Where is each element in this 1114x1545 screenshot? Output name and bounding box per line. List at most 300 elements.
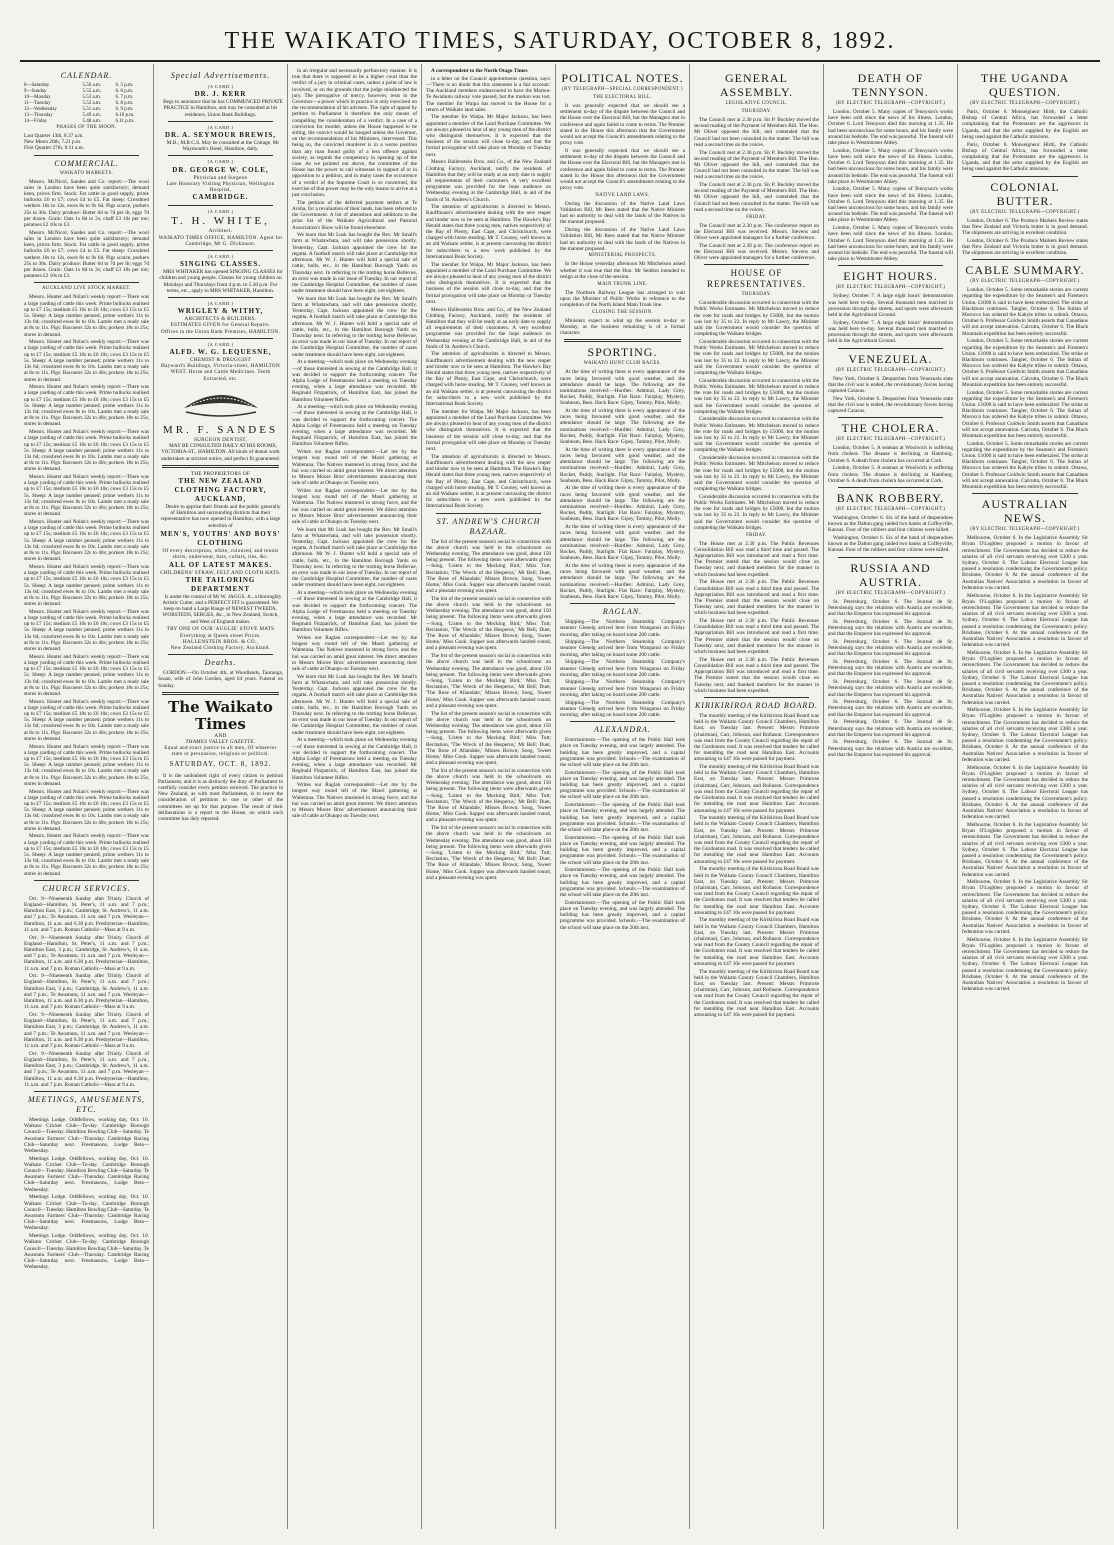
advert-text: TRY ONE OF OUR 'AUGLIE' STOVE MATS [166,626,275,633]
moon-phase-item: First Quarter 27th, 9.11 a.m. [24,145,85,152]
cable-summary-text: London, October 5. Some remarkable stories are current regarding the expenditure by the Seamen's and Firemen's Union. £1000 is said to have been embezzled. The strike at Blackburn continues. Tangier, October 6. The Sultan of Morocco has ordered the Kabyle tribes to submit. Ottawa, October 6. Professor Goldwin Smith asserts that Canadians will not accept annexation. Calcutta, October 6. The Black Mountain expedition has been entirely successful. [962,287,1088,337]
local-notes: We learn that Mr Lusk has bought the Rev. Mr Small's farm at Whatawhata, and will take possession shortly. Yesterday, Capt. Jackson appointed the crew for the regatta. A football match will take place at Cambridge this afternoon. Mr W. J. Hunter will hold a special sale of cattle, bulls, etc., in the Hamilton Borough Yards on Thursday next. In referring to the trotting horse Bellevue, an error was made in our issue of Tuesday. In our report of the Cambridge Hospital Committee, the number of cases under treatment should have been eight, not eighteen. [292,526,417,589]
masthead-title: THE WAIKATO TIMES, SATURDAY, OCTOBER 8, 1892. [224,28,896,54]
divider [838,417,943,418]
tennyson-text: London, October 5. Many copies of Tennyson's works have been sold since the news of his illness. London, October 6. Lord Tennyson died this morning at 1.35. He had been unconscious for some hours, and his family were around his bedside. The end was peaceful. The funeral will take place in Westminster Abbey. [828,225,953,263]
colonial-butter-heading: COLONIAL BUTTER. [990,179,1060,208]
telegraph-source: (BY ELECTRIC TELEGRAPH—COPYRIGHT.) [970,527,1080,533]
raglan-text: Shipping.—The Northern Steamship Company's steamer Glenelg arrived here from Wanganui on Friday morning, after taking on board some 200 cattle. [560,659,685,678]
moon-phase-item: Last Quarter 13th, 8.37 a.m. [24,133,84,139]
stock-text: Messrs. Hunter and Nolan's weekly report:—There was a large yarding of cattle this week. Prime bullocks realised up to £7 15s; medium £5 10s to £6 10s; cows £3 15s to £5 5s. Sheep: A large number penned; prime wethers 11s to 13s 6d; crossbred ewes 8s to 10s. Lambs met a ready sale at 8s to 11s. Pigs: Baconers 32s to 40s; porkers 18s to 25s; stores in demand. [24,563,149,608]
russia-austria-text: St. Petersburg, October 6. The Journal de St. Petersbourg says the relations with Austria are excellent, and that the Emperor has expressed his approval. [828,598,953,618]
divider [168,205,273,206]
calendar-cell: 6. 6 p.m. [115,89,134,94]
commercial-text: Messrs. McNicol, Sandes and Co. report:—The wool sales in London have been quite satisfactory; demand keen, prices firm. Stock: Fat cattle in good supply, prime bullocks £6 to £7; cows £4 to £5. Fat sheep: Crossbred wethers 10s to 12s, ewes 8s to 9s 6d. Pigs scarce, porkers 25s to 30s. Dairy produce: Butter 6d to 7d per lb; eggs 7d per dozen. Grain: Oats 1s 8d to 2s; chaff £3 10s per ton; potatoes £2 10s to £3. [24,178,149,229]
house-friday-text: The House met at 2.30 p.m. The Public Revenues Consolidation Bill was read a third time and passed. The Appropriation Bill was introduced and read a first time. The Premier stated that the session would close on Tuesday next, and thanked members for the manner in which business had been expedited. [694,618,819,656]
sporting-heading: SPORTING. [587,345,658,360]
advert-subtitle: SURGEON DENTIST, [193,436,248,443]
calendar-cell: 5.55 a.m. [82,89,102,94]
road-board-text: The monthly meeting of the Kirikiriroa Road Board was held in the Waikato County Council Chambers, Hamilton East, on Tuesday last. Present: Messrs Primrose (chairman), Carr, Johnson, and Rollason. Correspondence was read from the County Council regarding the repair of the Gordonton road. It was resolved that tenders be called for metalling the road near Hamilton East. Accounts amounting to £47 10s were passed for payment. [694,815,819,865]
advert-text: WAIKATO TIMES OFFICE, HAMILTON. Agent for Cambridge, Mr G. Dickinson. [158,234,283,247]
cable-summary-text: London, October 5. Some remarkable stories are current regarding the expenditure by the Seamen's and Firemen's Union. £1000 is said to have been embezzled. The strike at Blackburn continues. Tangier, October 6. The Sultan of Morocco has ordered the Kabyle tribes to submit. Ottawa, October 6. Professor Goldwin Smith asserts that Canadians will not accept annexation. Calcutta, October 6. The Black Mountain expedition has been entirely successful. [962,440,1088,491]
local-notes: At a meeting—which took place on Wednesday evening—of those interested in sewing at the Cambridge Hall, it was decided to support the forthcoming concert. The Alpha Lodge of Freemasons held a meeting on Tuesday evening, when a large attendance was recorded. Mr Reginald Fitzpatrick, of Hamilton East, has joined the Hamilton Volunteer Rifles. [292,590,417,634]
hunt-text: At the time of writing there is every appearance of the races being favoured with good weather, and the attendance should be large. The following are the nominations received:—Hurdles: Admiral, Lady Grey, Rocket, Paddy, Starlight. Flat Race: Fairplay, Mystery, Sunbeam, Bess. Hack Race: Gipsy, Tommy, Pilot, Molly. [560,446,685,484]
colonial-butter-text: London, October 6. The Produce Markets Review states that New Zealand and Victoria butter is in good demand. The shipments are arriving in excellent condition. [962,237,1088,257]
bank-robbery-heading: BANK ROBBERY. [836,490,945,505]
local-notes: The member for Waipa, Mr Major Jackson, has been appointed a member of the Land Purchase Committee. We are always pleased to hear of any young men of the district who distinguish themselves. It is expected that the business of the session will close to-day, and that the formal prorogation will take place on Monday or Tuesday next. [426,261,551,305]
advert-name: ALFD. W. G. LEQUESNE, [169,348,272,357]
venezuela-text: New York, October 6. Despatches from Venezuela state that the civil war is ended, the revolutionary forces having captured Caracas. [828,375,953,394]
logo-title: The Waikato Times [168,697,273,733]
stock-text: Messrs. Hunter and Nolan's weekly report:—There was a large yarding of cattle this week. Prime bullocks realised up to £7 15s; medium £5 10s to £6 10s; cows £3 15s to £5 5s. Sheep: A large number penned; prime wethers 11s to 13s 6d; crossbred ewes 8s to 10s. Lambs met a ready sale at 8s to 11s. Pigs: Baconers 32s to 40s; porkers 18s to 25s; stores in demand. [24,608,149,653]
road-board-text: The monthly meeting of the Kirikiriroa Road Board was held in the Waikato County Council Chambers, Hamilton East, on Tuesday last. Present: Messrs Primrose (chairman), Carr, Johnson, and Rollason. Correspondence was read from the County Council regarding the repair of the Gordonton road. It was resolved that tenders be called for metalling the road near Hamilton East. Accounts amounting to £47 10s were passed for payment. [694,764,819,814]
closing-subheading: CLOSING THE SESSION. [591,309,654,315]
local-notes: The attention of agriculturists is directed to Messrs. Kauffmann's advertisement dealing with the new reaper and binder now to be seen at Hamilton. The Hawke's Bay Herald states that three young men, natives respectively of the Bay of Plenty, East Cape, and Christchurch, were charged with horse stealing. Mr T. Cooney, well known as an old Waikato settler, is at present canvassing the district for subscribers to a new work published by the International Book Society. [426,453,551,510]
telegraph-source: (BY ELECTRIC TELEGRAPH—COPYRIGHT.) [970,279,1080,285]
cholera-text: London, October 5. A seaman at Woolwich is suffering from cholera. The disease is declining at Hamburg. October 6. A death from cholera has occurred at Cork. [828,445,953,464]
australian-news-heading: AUSTRALIAN NEWS. [981,497,1069,526]
church-services-text: Oct. 9—Nineteenth Sunday after Trinity. Church of England—Hamilton, St. Peter's, 11 a.m. and 7 p.m.; Hamilton East, 3 p.m.; Cambridge, St. Andrew's, 11 a.m. and 7 p.m.; Te Awamutu, 11 a.m. and 7 p.m. Wesleyan—Hamilton, 11 a.m. and 6.30 p.m. Presbyterian—Hamilton, 11 a.m. and 7 p.m. Roman Catholic—Mass at 9 a.m. [24,934,149,972]
raglan-heading: RAGLAN. [602,607,643,617]
moon-phases-heading: PHASES OF THE MOON. [56,125,117,130]
advert-text: Hayward's Buildings, Victoria-street, HAMILTON WEST. Horse and Cattle Medicines. Teeth Extracted, etc. [160,363,281,382]
divider [34,282,139,283]
tennyson-heading: DEATH OF TENNYSON. [852,71,929,99]
house-friday-text: The House met at 2.30 p.m. The Public Revenues Consolidation Bill was read a third time and passed. The Appropriation Bill was introduced and read a first time. The Premier stated that the session would close on Tuesday next, and thanked members for the manner in which business had been expedited. [694,579,819,617]
trunk-text: The Northern Railway League has arranged to wait upon the Minister of Public Works in reference to the completion of the North Island Main Trunk line. [560,289,685,308]
calendar-cell: 14—Friday [24,119,48,124]
column-1 [20,64,154,1529]
divider [168,121,273,122]
card-label: [A CARD.] [207,124,234,130]
alexandra-text: Entertainment.—The opening of the Public Hall took place on Tuesday evening, and was largely attended. The building has been greatly improved, and a capital programme was provided. Schools.—The examination of the school will take place on the 20th inst. [560,834,685,866]
commercial-subheading: WAIKATO MARKETS. [59,170,114,176]
house-heading: HOUSE OF REPRESENTATIVES. [706,268,807,290]
calendar-cell: 6. 5 p.m. [115,83,134,88]
church-services-text: Oct. 9—Nineteenth Sunday after Trinity. Church of England—Hamilton, St. Peter's, 11 a.m. and 7 p.m.; Hamilton East, 3 p.m.; Cambridge, St. Andrew's, 11 a.m. and 7 p.m.; Te Awamutu, 11 a.m. and 7 p.m. Wesleyan—Hamilton, 11 a.m. and 6.30 p.m. Presbyterian—Hamilton, 11 a.m. and 7 p.m. Roman Catholic—Mass at 9 a.m. [24,1050,149,1088]
cholera-text: London, October 5. A seaman at Woolwich is suffering from cholera. The disease is declining at Hamburg. October 6. A death from cholera has occurred at Cork. [828,465,953,484]
native-text: During the discussion of the Native Land Laws Validation Bill, Mr Rees stated that the Native Minister had no authority to deal with the lands of the Natives in the manner proposed. [560,200,685,226]
calendar-cell: 6.10 p.m. [115,113,135,118]
advert-text: MAY BE CONSULTED DAILY AT HIS ROOMS, VICTORIA-ST., HAMILTON. All kinds of dental work undertaken at strictest notice, and perfect fit guaranteed. [161,443,280,462]
advert-text: Desire to apprise their friends and the public generally of Hamilton and surrounding districts that their representative has now opened in Hamilton, with a large selection of [160,503,281,529]
divider [168,654,273,655]
logo-and: AND [214,732,227,739]
advert-goods: MEN'S, YOUTHS' AND BOYS' CLOTHING [160,530,281,548]
church-services-text: Oct. 9—Nineteenth Sunday after Trinity. Church of England—Hamilton, St. Peter's, 11 a.m. and 7 p.m.; Hamilton East, 3 p.m.; Cambridge, St. Andrew's, 11 a.m. and 7 p.m.; Te Awamutu, 11 a.m. and 7 p.m. Wesleyan—Hamilton, 11 a.m. and 6.30 p.m. Presbyterian—Hamilton, 11 a.m. and 7 p.m. Roman Catholic—Mass at 9 a.m. [24,895,149,933]
hunt-text: At the time of writing there is every appearance of the races being favoured with good weather, and the attendance should be large. The following are the nominations received:—Hurdles: Admiral, Lady Grey, Rocket, Paddy, Starlight. Flat Race: Fairplay, Mystery, Sunbeam, Bess. Hack Race: Gipsy, Tommy, Pilot, Molly. [560,524,685,562]
calendar-cell: 9—Sunday [24,89,47,94]
local-notes: The attention of agriculturists is directed to Messrs. Kauffmann's advertisement dealing with the new reaper and binder now to be seen at Hamilton. The Hawke's Bay Herald states that three young men, natives respectively of the Bay of Plenty, East Cape, and Christchurch, were charged with horse stealing. Mr T. Cooney, well known as an old Waikato settler, is at present canvassing the district for subscribers to a new work published by the International Book Society. [426,204,551,260]
card-label: [A CARD.] [207,254,234,260]
leader-continuation: The petition of the deferred payment settlers at Te Aroha, for a revaluation of their lands, has been referred to the Government. A list of alterations and additions to the prize list of the Waikato Agricultural and Pastoral Association's Show will be found elsewhere. [292,199,417,231]
cholera-heading: THE CHOLERA. [841,421,940,436]
advert-place: CAMBRIDGE. [192,193,249,202]
column-8 [958,64,1092,1529]
stock-text: Messrs. Hunter and Nolan's weekly report:—There was a large yarding of cattle this week. Prime bullocks realised up to £7 15s; medium £5 10s to £6 10s; cows £3 15s to £5 5s. Sheep: A large number penned; prime wethers 11s to 13s 6d; crossbred ewes 8s to 10s. Lambs met a ready sale at 8s to 11s. Pigs: Baconers 32s to 40s; porkers 18s to 25s; stores in demand. [24,518,149,563]
telegraph-source: (BY ELECTRIC TELEGRAPH—COPYRIGHT.) [835,101,946,106]
church-services-text: Oct. 9—Nineteenth Sunday after Trinity. Church of England—Hamilton, St. Peter's, 11 a.m. and 7 p.m.; Hamilton East, 3 p.m.; Cambridge, St. Andrew's, 11 a.m. and 7 p.m.; Te Awamutu, 11 a.m. and 7 p.m. Wesleyan—Hamilton, 11 a.m. and 6.30 p.m. Presbyterian—Hamilton, 11 a.m. and 7 p.m. Roman Catholic—Mass at 9 a.m. [24,973,149,1011]
meetings-text: Meetings Lodge. Oddfellows, working day, Oct. 10. Waikato Cricket Club—To-day. Cambridge Borough Council—Tuesday. Hamilton Bowling Club—Saturday. Te Awamutu Farmers' Club—Thursday. Cambridge Racing Club—Saturday next. Freemasons, Lodge Beta—Wednesday. [24,1194,149,1232]
australian-news-text: Melbourne, October 6. In the Legislative Assembly Sir Bryan O'Loghlen proposed a motion in favour of retrenchment. The Government has decided to reduce the salaries of all civil servants receiving over £300 a year. Sydney, October 6. The Labour Electoral League has passed a resolution condemning the Government's policy. Brisbane, October 6. At the annual conference of the Australian Natives' Association a resolution in favour of federation was carried. [962,649,1088,706]
church-bazaar-text: The list of the present season's social in connection with the above church was held in the schoolroom on Wednesday evening. The attendance was good, about 150 being present. The following items were afterwards given—Song, 'Listen to the Mocking Bird,' Miss Tutt; Recitation, 'The Wreck of the Hesperus,' Mr Bell; Duet, 'The Rose of Allandale,' Misses Brown; Song, 'Sweet Home,' Miss Cook. Supper was afterwards handed round, and a pleasant evening was spent. [426,595,551,652]
stock-text: Messrs. Hunter and Nolan's weekly report:—There was a large yarding of cattle this week. Prime bullocks realised up to £7 15s; medium £5 10s to £6 10s; cows £3 15s to £5 5s. Sheep: A large number penned; prime wethers 11s to 13s 6d; crossbred ewes 8s to 10s. Lambs met a ready sale at 8s to 11s. Pigs: Baconers 32s to 40s; porkers 18s to 25s; stores in demand. [24,653,149,697]
divider [838,557,943,558]
electoral-subheading: THE ELECTORAL BILL. [593,95,652,100]
raglan-text: Shipping.—The Northern Steamship Company's steamer Glenelg arrived here from Wanganui on Friday morning, after taking on board some 200 cattle. [560,619,685,638]
australian-news-text: Melbourne, October 6. In the Legislative Assembly Sir Bryan O'Loghlen proposed a motion in favour of retrenchment. The Government has decided to reduce the salaries of all civil servants receiving over £300 a year. Sydney, October 6. The Labour Electoral League has passed a resolution condemning the Government's policy. Brisbane, October 6. At the annual conference of the Australian Natives' Association a resolution in favour of federation was carried. [962,764,1088,821]
advert-cole [158,159,283,202]
logo-subtitle: THAMES VALLEY GAZETTE. [185,738,256,745]
friday-subheading: FRIDAY. [746,214,767,220]
local-notes: The member for Waipa, Mr Major Jackson, has been appointed a member of the Land Purchase Committee. We are always pleased to hear of any young men of the district who distinguish themselves. It is expected that the business of the session will close to-day, and that the formal prorogation will take place on Monday or Tuesday next. [426,114,551,158]
advert-subtitle: ARCHITECTS & BUILDERS. [184,316,257,323]
russia-austria-text: St. Petersburg, October 6. The Journal de St. Petersbourg says the relations with Austria are excellent, and that the Emperor has expressed his approval. [828,618,953,638]
local-notes: At a meeting—which took place on Wednesday evening—of those interested in sewing at the Cambridge Hall, it was decided to support the forthcoming concert. The Alpha Lodge of Freemasons held a meeting on Tuesday evening, when a large attendance was recorded. Mr Reginald Fitzpatrick, of Hamilton East, has joined the Hamilton Volunteer Rifles. [292,404,417,448]
commercial-text: Messrs. McNicol, Sandes and Co. report:—The wool sales in London have been quite satisfactory; demand keen, prices firm. Stock: Fat cattle in good supply, prime bullocks £6 to £7; cows £4 to £5. Fat sheep: Crossbred wethers 10s to 12s, ewes 8s to 9s 6d. Pigs scarce, porkers 25s to 30s. Dairy produce: Butter 6d to 7d per lb; eggs 7d per dozen. Grain: Oats 1s 8d to 2s; chaff £3 10s per ton; potatoes £2 10s to £3. [24,229,149,280]
russia-austria-text: St. Petersburg, October 6. The Journal de St. Petersbourg says the relations with Austria are excellent, and that the Emperor has expressed his approval. [828,699,953,718]
advert-name: DR. GEORGE W. COLE, [172,165,269,174]
house-text: Considerable discussion occurred in connection with the Public Works Estimates. Mr Mitchelson moved to reduce the vote for roads and bridges by £5000, but the motion was lost by 35 to 22. In reply to Mr Lawry, the Minister said the Government would consider the question of completing the Waikato bridges. [694,300,819,338]
road-board-text: The monthly meeting of the Kirikiriroa Road Board was held in the Waikato County Council Chambers, Hamilton East, on Tuesday last. Present: Messrs Primrose (chairman), Carr, Johnson, and Rollason. Correspondence was read from the County Council regarding the repair of the Gordonton road. It was resolved that tenders be called for metalling the road near Hamilton East. Accounts amounting to £47 10s were passed for payment. [694,712,819,763]
house-text: Considerable discussion occurred in connection with the Public Works Estimates. Mr Mitchelson moved to reduce the vote for roads and bridges by £5000, but the motion was lost by 35 to 22. In reply to Mr Lawry, the Minister said the Government would consider the question of completing the Waikato bridges. [694,338,819,376]
hunt-text: At the time of writing there is every appearance of the races being favoured with good weather, and the attendance should be large. The following are the nominations received:—Hurdles: Admiral, Lady Grey, Rocket, Paddy, Starlight. Flat Race: Fairplay, Mystery, Sunbeam, Bess. Hack Race: Gipsy, Tommy, Pilot, Molly. [560,485,685,523]
divider [436,513,541,514]
calendar-cell: 5.49 a.m. [82,113,102,118]
advert-brewis [158,125,283,153]
advert-singing [158,254,283,294]
leader-text: It is the undoubted right of every citizen to petition Parliament, and it is as distinctly the duty of Parliament to carefully consider every petition received. The practice in New Zealand, as with most Parliaments, is to leave the consideration of petitions to one or other of the committees set up for that purpose. The result of their deliberations is a report to the House, on which each committee has duly reported. [158,772,283,822]
road-board-text: The monthly meeting of the Kirikiriroa Road Board was held in the Waikato County Council Chambers, Hamilton East, on Tuesday last. Present: Messrs Primrose (chairman), Carr, Johnson, and Rollason. Correspondence was read from the County Council regarding the repair of the Gordonton road. It was resolved that tenders be called for metalling the road near Hamilton East. Accounts amounting to £47 10s were passed for payment. [694,968,819,1018]
telegraph-source: (BY ELECTRIC TELEGRAPH—COPYRIGHT.) [835,285,946,291]
local-notes: At a meeting—which took place on Wednesday evening—of those interested in sewing at the Cambridge Hall, it was decided to support the forthcoming concert. The Alpha Lodge of Freemasons held a meeting on Tuesday evening, when a large attendance was recorded. Mr Reginald Fitzpatrick, of Hamilton East, has joined the Hamilton Volunteer Rifles. [292,359,417,403]
advert-latest: ALL OF LATEST MAKES. [168,560,273,569]
native-text: During the discussion of the Native Land Laws Validation Bill, Mr Rees stated that the Native Minister had no authority to deal with the lands of the Natives in the manner proposed. [560,227,685,252]
hunt-text: At the time of writing there is every appearance of the races being favoured with good weather, and the attendance should be large. The following are the nominations received:—Hurdles: Admiral, Lady Grey, Rocket, Paddy, Starlight. Flat Race: Fairplay, Mystery, Sunbeam, Bess. Hack Race: Gipsy, Tommy, Pilot, Molly. [560,369,685,407]
advert-subtitle: Architect. [208,228,233,235]
australian-news-text: Melbourne, October 6. In the Legislative Assembly Sir Bryan O'Loghlen proposed a motion in favour of retrenchment. The Government has decided to reduce the salaries of all civil servants receiving over £300 a year. Sydney, October 6. The Labour Electoral League has passed a resolution condemning the Government's policy. Brisbane, October 6. At the annual conference of the Australian Natives' Association a resolution in favour of federation was carried. [962,879,1088,935]
calendar-cell: 5.56 a.m. [82,83,102,88]
column-2 [154,64,288,1529]
russia-austria-text: St. Petersburg, October 6. The Journal de St. Petersbourg says the relations with Austria are excellent, and that the Emperor has expressed his approval. [828,658,953,678]
alexandra-text: Entertainment.—The opening of the Public Hall took place on Tuesday evening, and was largely attended. The building has been greatly improved, and a capital programme was provided. Schools.—The examination of the school will take place on the 20th inst. [560,899,685,931]
card-label: [A CARD.] [207,159,234,165]
leader-dateline: SATURDAY, OCT. 8, 1892. [169,759,272,768]
trunk-subheading: MAIN TRUNK LINE. [597,281,648,287]
calendar-cell: 5.51 a.m. [82,107,102,112]
advert-name: THE NEW ZEALAND CLOTHING FACTORY, AUCKLAND, [174,476,267,503]
divider [570,721,675,722]
hunt-text: At the time of writing there is every appearance of the races being favoured with good weather, and the attendance should be large. The following are the nominations received:—Hurdles: Admiral, Lady Grey, Rocket, Paddy, Starlight. Flat Race: Fairplay, Mystery, Sunbeam, Bess. Hack Race: Gipsy, Tommy, Pilot, Molly. [560,562,685,600]
correspondent-heading: A correspondent to the North Otago Times [431,68,528,74]
columns-container [20,64,1100,1529]
calendar-cell: 6. 9 p.m. [115,107,134,112]
tennyson-text: London, October 5. Many copies of Tennyson's works have been sold since the news of his illness. London, October 6. Lord Tennyson died this morning at 1.35. He had been unconscious for some hours, and his family were around his bedside. The end was peaceful. The funeral will take place in Westminster Abbey. [828,186,953,224]
local-notes: The attention of agriculturists is directed to Messrs. Kauffmann's advertisement dealing with the new reaper and binder now to be seen at Hamilton. The Hawke's Bay Herald states that three young men, natives respectively of the Bay of Plenty, East Cape, and Christchurch, were charged with horse stealing. Mr T. Cooney, well known as an old Waikato settler, is at present canvassing the district for subscribers to a new work published by the International Book Society. [426,351,551,408]
calendar-cell: 6. 8 p.m. [115,101,134,106]
calendar-cell: 6.11 p.m. [115,119,135,124]
cable-summary-text: London, October 5. Some remarkable stories are current regarding the expenditure by the Seamen's and Firemen's Union. £1000 is said to have been embezzled. The strike at Blackburn continues. Tangier, October 6. The Sultan of Morocco has ordered the Kabyle tribes to submit. Ottawa, October 6. Professor Goldwin Smith asserts that Canadians will not accept annexation. Calcutta, October 6. The Black Mountain expedition has been entirely successful. [962,389,1088,439]
local-notes: We learn that Mr Lusk has bought the Rev. Mr Small's farm at Whatawhata, and will take possession shortly. Yesterday, Capt. Jackson appointed the crew for the regatta. A football match will take place at Cambridge this afternoon. Mr W. J. Hunter will hold a special sale of cattle, bulls, etc., in the Hamilton Borough Yards on Thursday next. In referring to the trotting horse Bellevue, an error was made in our issue of Tuesday. In our report of the Cambridge Hospital Committee, the number of cases under treatment should have been eight, not eighteen. [292,673,417,736]
road-board-text: The monthly meeting of the Kirikiriroa Road Board was held in the Waikato County Council Chambers, Hamilton East, on Tuesday last. Present: Messrs Primrose (chairman), Carr, Johnson, and Rollason. Correspondence was read from the County Council regarding the repair of the Gordonton road. It was resolved that tenders be called for metalling the road near Hamilton East. Accounts amounting to £47 10s were passed for payment. [694,917,819,967]
telegraph-source: (BY ELECTRIC TELEGRAPH—COPYRIGHT.) [970,101,1080,106]
political-notes-source: (BY TELEGRAPH—SPECIAL CORRESPONDENT.) [562,87,683,92]
denture-engraving-icon [176,386,266,420]
alexandra-text: Entertainment.—The opening of the Public Hall took place on Tuesday evening, and was largely attended. The building has been greatly improved, and a capital programme was provided. Schools.—The examination of the school will take place on the 20th inst. [560,867,685,899]
advert-subtitle: CHEMIST & DRUGGIST [190,357,251,364]
divider [972,259,1078,260]
australian-news-text: Melbourne, October 6. In the Legislative Assembly Sir Bryan O'Loghlen proposed a motion in favour of retrenchment. The Government has decided to reduce the salaries of all civil servants receiving over £300 a year. Sydney, October 6. The Labour Electoral League has passed a resolution condemning the Government's policy. Brisbane, October 6. At the annual conference of the Australian Natives' Association a resolution in favour of federation was carried. [962,936,1088,993]
advert-text: CHILDRENS' STRAW, FELT AND CLOTH HATS. [160,569,281,576]
church-bazaar-text: The list of the present season's social in connection with the above church was held in the schoolroom on Wednesday evening. The attendance was good, about 150 being present. The following items were afterwards given—Song, 'Listen to the Mocking Bird,' Miss Tutt; Recitation, 'The Wreck of the Hesperus,' Mr Bell; Duet, 'The Rose of Allandale,' Misses Brown; Song, 'Sweet Home,' Miss Cook. Supper was afterwards handed round, and a pleasant evening was spent. [426,710,551,767]
advert-nz-clothing [158,471,283,651]
divider [34,880,139,881]
divider [570,603,675,604]
divider [168,155,273,156]
native-subheading: NATIVE LAND LAWS. [595,192,650,198]
house-friday-text: The House met at 2.30 p.m. The Public Revenues Consolidation Bill was read a third time and passed. The Appropriation Bill was introduced and read a first time. The Premier stated that the session would close on Tuesday next, and thanked members for the manner in which business had been expedited. [694,656,819,694]
house-text: Considerable discussion occurred in connection with the Public Works Estimates. Mr Mitchelson moved to reduce the vote for roads and bridges by £5000, but the motion was lost by 35 to 22. In reply to Mr Lawry, the Minister said the Government would consider the question of completing the Waikato bridges. [694,416,819,454]
general-assembly-heading: GENERAL ASSEMBLY. [719,71,794,99]
ministerial-subheading: MINISTERIAL PROSPECTS. [588,253,657,259]
stock-text: Messrs. Hunter and Nolan's weekly report:—There was a large yarding of cattle this week. Prime bullocks realised up to £7 15s; medium £5 10s to £6 10s; cows £3 15s to £5 5s. Sheep: A large number penned; prime wethers 11s to 13s 6d; crossbred ewes 8s to 10s. Lambs met a ready sale at 8s to 11s. Pigs: Baconers 32s to 40s; porkers 18s to 25s; stores in demand. [24,294,149,338]
stock-text: Messrs. Hunter and Nolan's weekly report:—There was a large yarding of cattle this week. Prime bullocks realised up to £7 15s; medium £5 10s to £6 10s; cows £3 15s to £5 5s. Sheep: A large number penned; prime wethers 11s to 13s 6d; crossbred ewes 8s to 10s. Lambs met a ready sale at 8s to 11s. Pigs: Baconers 32s to 40s; porkers 18s to 25s; stores in demand. [24,339,149,383]
masthead-rule [20,60,1100,62]
card-label: [A CARD.] [207,84,234,89]
alexandra-heading: ALEXANDRA. [594,725,651,735]
eight-hours-text: Sydney, October 7. A large eight hours' demonstration was held here to-day. Several thousand men marched in procession through the streets, and sports were afterwards held in the Agricultural Ground. [828,319,953,345]
local-notes: At a meeting—which took place on Wednesday evening—of those interested in sewing at the Cambridge Hall, it was decided to support the forthcoming concert. The Alpha Lodge of Freemasons held a meeting on Tuesday evening, when a large attendance was recorded. Mr Reginald Fitzpatrick, of Hamilton East, has joined the Hamilton Volunteer Rifles. [292,737,417,781]
calendar-cell: 10—Monday [24,95,51,100]
church-bazaar-text: The list of the present season's social in connection with the above church was held in the schoolroom on Wednesday evening. The attendance was good, about 150 being present. The following items were afterwards given—Song, 'Listen to the Mocking Bird,' Miss Tutt; Recitation, 'The Wreck of the Hesperus,' Mr Bell; Duet, 'The Rose of Allandale,' Misses Brown; Song, 'Sweet Home,' Miss Cook. Supper was afterwards handed round, and a pleasant evening was spent. [426,767,551,824]
divider [972,493,1078,494]
advert-text: Everything at Queen street Prices. [180,632,261,639]
column-5 [556,64,690,1529]
eight-hours-text: Sydney, October 7. A large eight hours' demonstration was held here to-day. Several thousand men marched in procession through the streets, and sports were afterwards held in the Agricultural Ground. [828,293,953,318]
divider [838,265,943,266]
uganda-text: Paris, October 6. Monseigneur Hirth, the Catholic Bishop of Central Africa, has forwarded a letter complaining that the Protestants are the aggressors in Uganda, and that the arms supplied by the English are being used against the Catholic missions. [962,109,1088,140]
advert-name: T. H. WHITE, [171,215,270,228]
bank-robbery-text: Washington, October 6. Six of the band of desperadoes known as the Dalton gang raided two banks at Coffeyville, Kansas. Four of the robbers and four citizens were killed. [828,514,953,534]
church-bazaar-text: The list of the present season's social in connection with the above church was held in the schoolroom on Wednesday evening. The attendance was good, about 150 being present. The following items were afterwards given—Song, 'Listen to the Mocking Bird,' Miss Tutt; Recitation, 'The Wreck of the Hesperus,' Mr Bell; Duet, 'The Rose of Allandale,' Misses Brown; Song, 'Sweet Home,' Miss Cook. Supper was afterwards handed round, and a pleasant evening was spent. [426,653,551,709]
calendar-cell: 11—Tuesday [24,101,51,106]
church-services-text: Oct. 9—Nineteenth Sunday after Trinity. Church of England—Hamilton, St. Peter's, 11 a.m. and 7 p.m.; Hamilton East, 3 p.m.; Cambridge, St. Andrew's, 11 a.m. and 7 p.m.; Te Awamutu, 11 a.m. and 7 p.m. Wesleyan—Hamilton, 11 a.m. and 6.30 p.m. Presbyterian—Hamilton, 11 a.m. and 7 p.m. Roman Catholic—Mass at 9 a.m. [24,1012,149,1050]
divider [168,338,273,339]
local-notes: Writes our Raglan correspondent:—Let me by the longest way round tell of the Maori gathering at Waitetuna. The Natives mustered in strong force, and the hui was carried on amid great interest. We direct attention to Messrs Moore Bros' advertisement announcing their sale of cattle at Ohaupo on Tuesday next. [292,635,417,673]
meetings-text: Meetings Lodge. Oddfellows, working day, Oct. 10. Waikato Cricket Club—To-day. Cambridge Borough Council—Tuesday. Hamilton Bowling Club—Saturday. Te Awamutu Farmers' Club—Thursday. Cambridge Racing Club—Saturday next. Freemasons, Lodge Beta—Wednesday. [24,1116,149,1154]
advert-text: Begs to announce that he has COMMENCED PRIVATE PRACTICE in Hamilton, and may be consulted at his residence, Union Bank Buildings. [163,99,283,118]
electoral-text: It was generally expected that we should see a settlement to-day of the dispute between the Council and the House over the Electoral Bill, but the Managers met in conference and again failed to come to terms. The Premier stated in the House this afternoon that the Government would not accept the Council's amendments relating to the proxy vote. [560,103,685,147]
russia-austria-heading: RUSSIA AND AUSTRIA. [850,560,931,589]
correspondent-text: in a letter on the Council appointments question, says:—'There is no doubt that this statement is a fair account.' The Auckland members endeavoured to have the Marton-Te Awamutu railway vote passed, but the motion was lost. The member for Waipa has moved in the House for a return of Waikato land sales. [426,75,551,113]
local-notes: Writes our Raglan correspondent:—Let me by the longest way round tell of the Maori gathering at Waitetuna. The Natives mustered in strong force, and the hui was carried on amid great interest. We direct attention to Messrs Moore Bros' advertisement announcing their sale of cattle at Ohaupo on Tuesday next. [292,782,417,820]
calendar-cell: 5.52 a.m. [82,101,102,106]
advert-name: WRIGLEY & WITHY, [177,307,264,316]
church-bazaar-heading: ST. ANDREW'S CHURCH BAZAAR. [436,516,541,536]
hunt-subheading: WAIKATO HUNT CLUB RACES. [583,361,662,367]
uganda-text: Paris, October 6. Monseigneur Hirth, the Catholic Bishop of Central Africa, has forwarded a letter complaining that the Protestants are the aggressors in Uganda, and that the arms supplied by the English are being used against the Catholic missions. [962,141,1088,173]
council-text: The Council met at 2.30 p.m. Sir P. Buckley moved the second reading of the Payment of Members Bill. The Hon. Mr Oliver opposed the bill, and contended that the Council had not been consulted in the matter. The bill was read a second time on the voices. [694,149,819,181]
meetings-heading: MEETINGS, AMUSEMENTS, ETC. [27,1094,146,1114]
telegraph-source: (BY ELECTRIC TELEGRAPH—COPYRIGHT.) [970,209,1080,215]
local-notes: We learn that Mr Lusk has bought the Rev. Mr Small's farm at Whatawhata, and will take possession shortly. Yesterday, Capt. Jackson appointed the crew for the regatta. A football match will take place at Cambridge this afternoon. Mr W. J. Hunter will hold a special sale of cattle, bulls, etc., in the Hamilton Borough Yards on Thursday next. In referring to the trotting horse Bellevue, an error was made in our issue of Tuesday. In our report of the Cambridge Hospital Committee, the number of cases under treatment should have been eight, not eighteen. [292,295,417,358]
advert-white [158,209,283,247]
card-label: [A CARD.] [207,301,234,307]
deaths-heading: Deaths. [204,658,237,668]
stock-text: Messrs. Hunter and Nolan's weekly report:—There was a large yarding of cattle this week. Prime bullocks realised up to £7 15s; medium £5 10s to £6 10s; cows £3 15s to £5 5s. Sheep: A large number penned; prime wethers 11s to 13s 6d; crossbred ewes 8s to 10s. Lambs met a ready sale at 8s to 11s. Pigs: Baconers 32s to 40s; porkers 18s to 25s; stores in demand. [24,429,149,473]
venezuela-heading: VENEZUELA. [848,351,933,366]
advert-text: Is under the control of Mr W. JAGGS, Jr., a thoroughly Artistic Cutter, and a PERFECT FIT is guaranteed. We keep on hand a Large Range of NEWEST TWEEDS, WORSTEDS, SERGES, &c., in New Zealand, Scotch, and West of England makes. [162,593,282,625]
hunt-text: At the time of writing there is every appearance of the races being favoured with good weather, and the attendance should be large. The following are the nominations received:—Hurdles: Admiral, Lady Grey, Rocket, Paddy, Starlight. Flat Race: Fairplay, Mystery, Sunbeam, Bess. Hack Race: Gipsy, Tommy, Pilot, Molly. [560,408,685,446]
ministerial-text: In the House yesterday afternoon Mr Mitchelson asked whether it was true that the Hon. Mr Seddon intended to resign at the close of the session. [560,261,685,280]
column-3 [288,64,422,1529]
commercial-heading: COMMERCIAL. [54,158,119,168]
advert-sandes [158,424,283,462]
church-bazaar-text: The list of the present season's social in connection with the above church was held in the schoolroom on Wednesday evening. The attendance was good, about 150 being present. The following items were afterwards given—Song, 'Listen to the Mocking Bird,' Miss Tutt; Recitation, 'The Wreck of the Hesperus,' Mr Bell; Duet, 'The Rose of Allandale,' Misses Brown; Song, 'Sweet Home,' Miss Cook. Supper was afterwards handed round, and a pleasant evening was spent. [426,538,551,595]
local-notes: We learn that Mr Lusk has bought the Rev. Mr Small's farm at Whatawhata, and will take possession shortly. Yesterday, Capt. Jackson appointed the crew for the regatta. A football match will take place at Cambridge this afternoon. Mr W. J. Hunter will hold a special sale of cattle, bulls, etc., in the Hamilton Borough Yards on Thursday next. In referring to the trotting horse Bellevue, an error was made in our issue of Tuesday. In our report of the Cambridge Hospital Committee, the number of cases under treatment should have been eight, not eighteen. [292,232,417,295]
stock-text: Messrs. Hunter and Nolan's weekly report:—There was a large yarding of cattle this week. Prime bullocks realised up to £7 15s; medium £5 10s to £6 10s; cows £3 15s to £5 5s. Sheep: A large number penned; prime wethers 11s to 13s 6d; crossbred ewes 8s to 10s. Lambs met a ready sale at 8s to 11s. Pigs: Baconers 32s to 40s; porkers 18s to 25s; stores in demand. [24,384,149,428]
column-6 [690,64,824,1529]
advert-text: ESTIMATES GIVEN for General Repairs. [170,322,271,329]
uganda-heading: THE UGANDA QUESTION. [980,71,1070,99]
divider [704,264,809,265]
advert-tailoring: THE TAILORING DEPARTMENT [185,575,256,593]
advert-name: DR. A. SEYMOUR BREWIS, [164,131,277,140]
divider [704,697,809,698]
council-text: The Council met at 2.30 p.m. Sir P. Buckley moved the second reading of the Payment of Members Bill. The Hon. Mr Oliver opposed the bill, and contended that the Council had not been consulted in the matter. The bill was read a second time on the voices. [694,117,819,148]
telegraph-source: (BY ELECTRIC TELEGRAPH—COPYRIGHT.) [835,367,946,373]
house-friday-text: The House met at 2.30 p.m. The Public Revenues Consolidation Bill was read a third time and passed. The Appropriation Bill was introduced and read a first time. The Premier stated that the session would close on Tuesday next, and thanked members for the manner in which business had been expedited. [694,540,819,578]
eight-hours-heading: EIGHT HOURS. [843,269,938,284]
alexandra-text: Entertainment.—The opening of the Public Hall took place on Tuesday evening, and was largely attended. The building has been greatly improved, and a capital programme was provided. Schools.—The examination of the school will take place on the 20th inst. [560,737,685,768]
telegraph-source: (BY ELECTRIC TELEGRAPH—COPYRIGHT.) [835,437,946,443]
advert-name: HALLENSTEIN BROS. & CO., [182,638,259,645]
advert-text: M.B., M.R.C.S. May be consulted at the Cottage, Mr Waymouth's Hotel, Hamilton, daily. [166,140,280,153]
meetings-text: Meetings Lodge. Oddfellows, working day, Oct. 10. Waikato Cricket Club—To-day. Cambridge Borough Council—Tuesday. Hamilton Bowling Club—Saturday. Te Awamutu Farmers' Club—Thursday. Cambridge Racing Club—Saturday next. Freemasons, Lodge Beta—Wednesday. [24,1233,149,1271]
telegraph-source: (BY ELECTRIC TELEGRAPH—COPYRIGHT.) [835,506,946,512]
local-notes: Writes our Raglan correspondent:—Let me by the longest way round tell of the Maori gathering at Waitetuna. The Natives mustered in strong force, and the hui was carried on amid great interest. We direct attention to Messrs Moore Bros' advertisement announcing their sale of cattle at Ohaupo on Tuesday next. [292,487,417,525]
electoral-text: It was generally expected that we should see a settlement to-day of the dispute between the Council and the House over the Electoral Bill, but the Managers met in conference and again failed to come to terms. The Premier stated in the House this afternoon that the Government would not accept the Council's amendments relating to the proxy vote. [560,147,685,192]
calendar-cell: 5.53 a.m. [82,95,102,100]
divider [162,465,279,468]
house-text: Considerable discussion occurred in connection with the Public Works Estimates. Mr Mitchelson moved to reduce the vote for roads and bridges by £5000, but the motion was lost by 35 to 22. In reply to Mr Lawry, the Minister said the Government would consider the question of completing the Waikato bridges. [694,455,819,493]
divider [564,339,681,342]
cable-summary-heading: CABLE SUMMARY. [965,263,1085,278]
divider [972,176,1078,177]
card-label: [A CARD.] [207,209,234,215]
australian-news-text: Melbourne, October 6. In the Legislative Assembly Sir Bryan O'Loghlen proposed a motion in favour of retrenchment. The Government has decided to reduce the salaries of all civil servants receiving over £300 a year. Sydney, October 6. The Labour Electoral League has passed a resolution condemning the Government's policy. Brisbane, October 6. At the annual conference of the Australian Natives' Association a resolution in favour of federation was carried. [962,592,1088,649]
calendar-cell: 12—Wednesday [24,107,57,112]
divider [838,348,943,349]
advert-subtitle: Physician and Surgeon [193,174,248,181]
column-7 [824,64,958,1529]
alexandra-text: Entertainment.—The opening of the Public Hall took place on Tuesday evening, and was largely attended. The building has been greatly improved, and a capital programme was provided. Schools.—The examination of the school will take place on the 20th inst. [560,802,685,833]
newspaper-logo [158,699,283,769]
russia-austria-text: St. Petersburg, October 6. The Journal de St. Petersbourg says the relations with Austria are excellent, and that the Emperor has expressed his approval. [828,638,953,658]
road-board-heading: KIRIKIRIROA ROAD BOARD. [694,700,819,710]
house-thursday-subheading: THURSDAY. [741,292,772,298]
advert-lequesne [158,342,283,382]
advert-subtitle: THE PROPRIETORS OF [190,470,251,477]
friday-text: The Council met at 2.30 p.m. The conference report on the Electoral Bill was received. Messrs. Stevens and Oliver were appointed managers for a further conference. [694,242,819,262]
moon-phase-item: New Moon 20th, 7.21 p.m. [24,139,82,146]
raglan-text: Shipping.—The Northern Steamship Company's steamer Glenelg arrived here from Wanganui on Friday morning, after taking on board some 200 cattle. [560,699,685,718]
raglan-text: Shipping.—The Northern Steamship Company's steamer Glenelg arrived here from Wanganui on Friday morning, after taking on board some 200 cattle. [560,639,685,658]
council-text: The Council met at 2.30 p.m. Sir P. Buckley moved the second reading of the Payment of Members Bill. The Hon. Mr Oliver opposed the bill, and contended that the Council had not been consulted in the matter. The bill was read a second time on the voices. [694,182,819,213]
local-notes: Writes our Raglan correspondent:—Let me by the longest way round tell of the Maori gathering at Waitetuna. The Natives mustered in strong force, and the hui was carried on amid great interest. We direct attention to Messrs Moore Bros' advertisement announcing their sale of cattle at Ohaupo on Tuesday next. [292,449,417,487]
closing-text: Ministers expect to wind up the session to-day or Monday, as the business remaining is of a formal character. [560,317,685,337]
council-subheading: LEGISLATIVE COUNCIL. [725,101,788,106]
stock-heading: AUCKLAND LIVE STOCK MARKET. [42,286,131,292]
political-notes-heading: POLITICAL NOTES. [561,71,684,85]
advert-wrigley [158,301,283,335]
advert-text: MRS WHITAKER has opened SINGING CLASSES for children and young people. Classes for young children on Mondays and Thursdays from 4 p.m. to 5.30 p.m. For terms, etc., apply to MRS WHITAKER, Hamilton. [159,269,283,294]
divider [168,250,273,251]
advert-name: MR. F. SANDES [162,423,279,436]
deaths-text: GORDON.—On October 4th, at Woodlands, Tauranga, Susan, wife of John Gordon, aged 64 years. Funeral on Sunday. [158,670,283,689]
bank-robbery-text: Washington, October 6. Six of the band of desperadoes known as the Dalton gang raided two banks at Coffeyville, Kansas. Four of the robbers and four citizens were killed. [828,535,953,554]
church-bazaar-text: The list of the present season's social in connection with the above church was held in the schoolroom on Wednesday evening. The attendance was good, about 150 being present. The following items were afterwards given—Song, 'Listen to the Mocking Bird,' Miss Tutt; Recitation, 'The Wreck of the Hesperus,' Mr Bell; Duet, 'The Rose of Allandale,' Misses Brown; Song, 'Sweet Home,' Miss Cook. Supper was afterwards handed round, and a pleasant evening was spent. [426,825,551,881]
calendar-cell: 8—Saturday [24,83,50,88]
tennyson-text: London, October 5. Many copies of Tennyson's works have been sold since the news of his illness. London, October 6. Lord Tennyson died this morning at 1.35. He had been unconscious for some hours, and his family were around his bedside. The end was peaceful. The funeral will take place in Westminster Abbey. [828,109,953,147]
advert-subtitle: New Zealand Clothing Factory, Auckland. [170,644,271,651]
stock-text: Messrs. Hunter and Nolan's weekly report:—There was a large yarding of cattle this week. Prime bullocks realised up to £7 15s; medium £5 10s to £6 10s; cows £3 15s to £5 5s. Sheep: A large number penned; prime wethers 11s to 13s 6d; crossbred ewes 8s to 10s. Lambs met a ready sale at 8s to 11s. Pigs: Baconers 32s to 40s; porkers 18s to 25s; stores in demand. [24,788,149,832]
stock-text: Messrs. Hunter and Nolan's weekly report:—There was a large yarding of cattle this week. Prime bullocks realised up to £7 15s; medium £5 10s to £6 10s; cows £3 15s to £5 5s. Sheep: A large number penned; prime wethers 11s to 13s 6d; crossbred ewes 8s to 10s. Lambs met a ready sale at 8s to 11s. Pigs: Baconers 32s to 40s; porkers 18s to 25s; stores in demand. [24,474,149,518]
russia-austria-text: St. Petersburg, October 6. The Journal de St. Petersbourg says the relations with Austria are excellent, and that the Emperor has expressed his approval. [828,719,953,738]
stock-text: Messrs. Hunter and Nolan's weekly report:—There was a large yarding of cattle this week. Prime bullocks realised up to £7 15s; medium £5 10s to £6 10s; cows £3 15s to £5 5s. Sheep: A large number penned; prime wethers 11s to 13s 6d; crossbred ewes 8s to 10s. Lambs met a ready sale at 8s to 11s. Pigs: Baconers 32s to 40s; porkers 18s to 25s; stores in demand. [24,698,149,742]
divider [838,487,943,488]
advert-text: Late Honorary Visiting Physician, Wellington Hospital, [166,180,275,194]
russia-austria-text: St. Petersburg, October 6. The Journal de St. Petersbourg says the relations with Austria are excellent, and that the Emperor has expressed his approval. [828,679,953,698]
stock-text: Messrs. Hunter and Nolan's weekly report:—There was a large yarding of cattle this week. Prime bullocks realised up to £7 15s; medium £5 10s to £6 10s; cows £3 15s to £5 5s. Sheep: A large number penned; prime wethers 11s to 13s 6d; crossbred ewes 8s to 10s. Lambs met a ready sale at 8s to 11s. Pigs: Baconers 32s to 40s; porkers 18s to 25s; stores in demand. [24,833,149,877]
alexandra-text: Entertainment.—The opening of the Public Hall took place on Tuesday evening, and was largely attended. The building has been greatly improved, and a capital programme was provided. Schools.—The examination of the school will take place on the 20th inst. [560,769,685,801]
house-text: Considerable discussion occurred in connection with the Public Works Estimates. Mr Mitchelson moved to reduce the vote for roads and bridges by £5000, but the motion was lost by 35 to 22. In reply to Mr Lawry, the Minister said the Government would consider the question of completing the Waikato bridges. [694,377,819,415]
divider [34,155,139,156]
advert-kerr [158,84,283,118]
meetings-text: Meetings Lodge. Oddfellows, working day, Oct. 10. Waikato Cricket Club—To-day. Cambridge Borough Council—Tuesday. Hamilton Bowling Club—Saturday. Te Awamutu Farmers' Club—Thursday. Cambridge Racing Club—Saturday next. Freemasons, Lodge Beta—Wednesday. [24,1155,149,1193]
tennyson-text: London, October 5. Many copies of Tennyson's works have been sold since the news of his illness. London, October 6. Lord Tennyson died this morning at 1.35. He had been unconscious for some hours, and his family were around his bedside. The end was peaceful. The funeral will take place in Westminster Abbey. [828,147,953,185]
venezuela-text: New York, October 6. Despatches from Venezuela state that the civil war is ended, the revolutionary forces having captured Caracas. [828,395,953,415]
local-notes: Messrs Hallenstein Bros. and Co., of the New Zealand Clothing Factory, Auckland, notify the residents of Hamilton that they will be ready at an early date to supply all requirements of their customers. A very excellent programme was provided for the hops audience on Wednesday evening at the Cambridge Hall, in aid of the funds of St. Andrew's Church. [426,306,551,350]
house-friday-subheading: FRIDAY. [746,532,767,538]
card-label: [A CARD.] [207,341,234,347]
australian-news-text: Melbourne, October 6. In the Legislative Assembly Sir Bryan O'Loghlen proposed a motion in favour of retrenchment. The Government has decided to reduce the salaries of all civil servants receiving over £300 a year. Sydney, October 6. The Labour Electoral League has passed a resolution condemning the Government's policy. Brisbane, October 6. At the annual conference of the Australian Natives' Association a resolution in favour of federation was carried. [962,535,1088,591]
australian-news-text: Melbourne, October 6. In the Legislative Assembly Sir Bryan O'Loghlen proposed a motion in favour of retrenchment. The Government has decided to reduce the salaries of all civil servants receiving over £300 a year. Sydney, October 6. The Labour Electoral League has passed a resolution condemning the Government's policy. Brisbane, October 6. At the annual conference of the Australian Natives' Association a resolution in favour of federation was carried. [962,707,1088,763]
local-notes: Messrs Hallenstein Bros. and Co., of the New Zealand Clothing Factory, Auckland, notify the residents of Hamilton that they will be ready at an early date to supply all requirements of their customers. A very excellent programme was provided for the hops audience on Wednesday evening at the Cambridge Hall, in aid of the funds of St. Andrew's Church. [426,159,551,203]
calendar-cell: 13—Thursday [24,113,53,118]
leader-continuation: in an irregular and necessarily perfunctory manner. It is true that there is supposed to be a higher court than the verdict of a jury in criminal cases, unless a point of law is involved, or on the grounds that the judge misdirected the jury. The prerogative of mercy, however, rests in the Governor—a power which in practice is only exercised on the recommendation of his advisers. The right of appeal by petition to Parliament is therefore the only means of compelling the consideration of a verdict. In a case of a conviction for murder, unless the House happened to be sitting, the convict would be hanged unless the Governor, on the recommendation of his Ministers, intervened. This being so, the convicted murderer is in a worse position than any man found guilty of a less offence against society, as regards the competency in opening up of the case. As we pointed out above, the committee of the House has the power to call witnesses in support of or in opposition to a petition, and in many cases the occurrence of a verdict of the Supreme Court is so concerned, the exercise of that power may be the only means to arrive at a just conclusion. [292,68,418,199]
divider [162,692,279,695]
house-text: Considerable discussion occurred in connection with the Public Works Estimates. Mr Mitchelson moved to reduce the vote for roads and bridges by £5000, but the motion was lost by 35 to 22. In reply to Mr Lawry, the Minister said the Government would consider the question of completing the Waikato bridges. [694,493,819,531]
road-board-text: The monthly meeting of the Kirikiriroa Road Board was held in the Waikato County Council Chambers, Hamilton East, on Tuesday last. Present: Messrs Primrose (chairman), Carr, Johnson, and Rollason. Correspondence was read from the County Council regarding the repair of the Gordonton road. It was resolved that tenders be called for metalling the road near Hamilton East. Accounts amounting to £47 10s were passed for payment. [694,866,819,916]
telegraph-source: (BY ELECTRIC TELEGRAPH—COPYRIGHT.) [835,590,946,596]
calendar-cell: 5.48 a.m. [82,119,102,124]
australian-news-text: Melbourne, October 6. In the Legislative Assembly Sir Bryan O'Loghlen proposed a motion in favour of retrenchment. The Government has decided to reduce the salaries of all civil servants receiving over £300 a year. Sydney, October 6. The Labour Electoral League has passed a resolution condemning the Government's policy. Brisbane, October 6. At the annual conference of the Australian Natives' Association a resolution in favour of federation was carried. [962,821,1088,878]
calendar-table [24,83,149,125]
russia-austria-text: St. Petersburg, October 6. The Journal de St. Petersbourg says the relations with Austria are excellent, and that the Emperor has expressed his approval. [828,739,953,758]
advert-name: SINGING CLASSES. [180,260,261,269]
advert-text: Offices in the Union Bank Premises, HAMILTON. [160,328,281,335]
calendar-heading: CALENDAR. [60,71,113,80]
calendar-cell: 6. 7 p.m. [115,95,134,100]
local-notes: The member for Waipa, Mr Major Jackson, has been appointed a member of the Land Purchase Committee. We are always pleased to hear of any young men of the district who distinguish themselves. It is expected that the business of the session will close to-day, and that the formal prorogation will take place on Monday or Tuesday next. [426,408,551,452]
colonial-butter-text: London, October 6. The Produce Markets Review states that New Zealand and Victoria butter is in good demand. The shipments are arriving in excellent condition. [962,217,1088,236]
friday-text: The Council met at 2.30 p.m. The conference report on the Electoral Bill was received. Messrs. Stevens and Oliver were appointed managers for a further conference. [694,222,819,241]
cable-summary-text: London, October 5. Some remarkable stories are current regarding the expenditure by the Seamen's and Firemen's Union. £1000 is said to have been embezzled. The strike at Blackburn continues. Tangier, October 6. The Sultan of Morocco has ordered the Kabyle tribes to submit. Ottawa, October 6. Professor Goldwin Smith asserts that Canadians will not accept annexation. Calcutta, October 6. The Black Mountain expedition has been entirely successful. [962,338,1088,388]
raglan-text: Shipping.—The Northern Steamship Company's steamer Glenelg arrived here from Wanganui on Friday morning, after taking on board some 200 cattle. [560,679,685,698]
logo-motto: Equal and exact justice to all men, Of whatever state or persuasion, religious or political. [164,745,277,758]
church-services-heading: CHURCH SERVICES. [42,883,131,893]
